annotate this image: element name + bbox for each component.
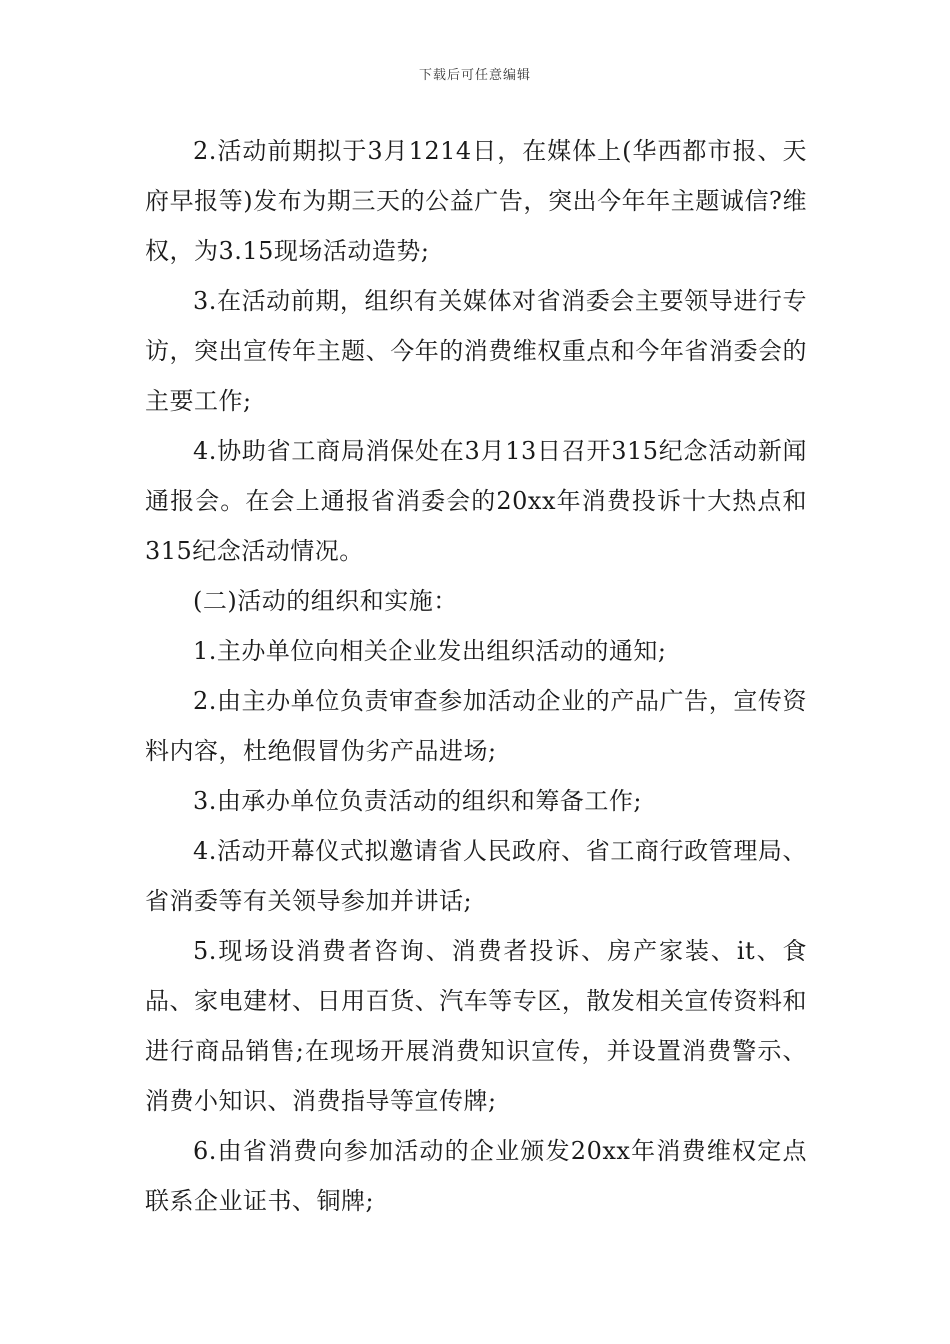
paragraph-preparation: 3.由承办单位负责活动的组织和筹备工作;	[193, 787, 642, 815]
paragraph-opening-ceremony: 4.活动开幕仪式拟邀请省人民政府、省工商行政管理局、省消委等有关领导参加并讲话;	[145, 837, 807, 915]
paragraph-review: 2.由主办单位负责审查参加活动企业的产品广告，宣传资料内容，杜绝假冒伪劣产品进场;	[145, 687, 807, 765]
paragraph-notice: 1.主办单位向相关企业发出组织活动的通知;	[193, 637, 667, 665]
paragraph-zones: 5.现场设消费者咨询、消费者投诉、房产家装、it、食品、家电建材、日用百货、汽车等专区，散发相关宣传资料和进行商品销售;在现场开展消费知识宣传，并设置消费警示、消费小知识、消费指导等宣传牌;	[145, 937, 807, 1115]
paragraph-interview: 3.在活动前期，组织有关媒体对省消委会主要领导进行专访，突出宣传年主题、今年的消费维权重点和今年省消委会的主要工作;	[145, 287, 807, 415]
document-body	[145, 126, 807, 1226]
paragraph-media-ads: 2.活动前期拟于3月1214日，在媒体上(华西都市报、天府早报等)发布为期三天的公益广告，突出今年年主题诚信?维权，为3.15现场活动造势;	[145, 137, 807, 265]
section-heading-organization: (二)活动的组织和实施：	[193, 587, 458, 615]
paragraph-press-conference: 4.协助省工商局消保处在3月13日召开315纪念活动新闻通报会。在会上通报省消委会的20xx年消费投诉十大热点和315纪念活动情况。	[145, 437, 807, 565]
page-header: 下载后可任意编辑	[418, 68, 531, 83]
paragraph-certificates: 6.由省消费向参加活动的企业颁发20xx年消费维权定点联系企业证书、铜牌;	[145, 1137, 807, 1215]
